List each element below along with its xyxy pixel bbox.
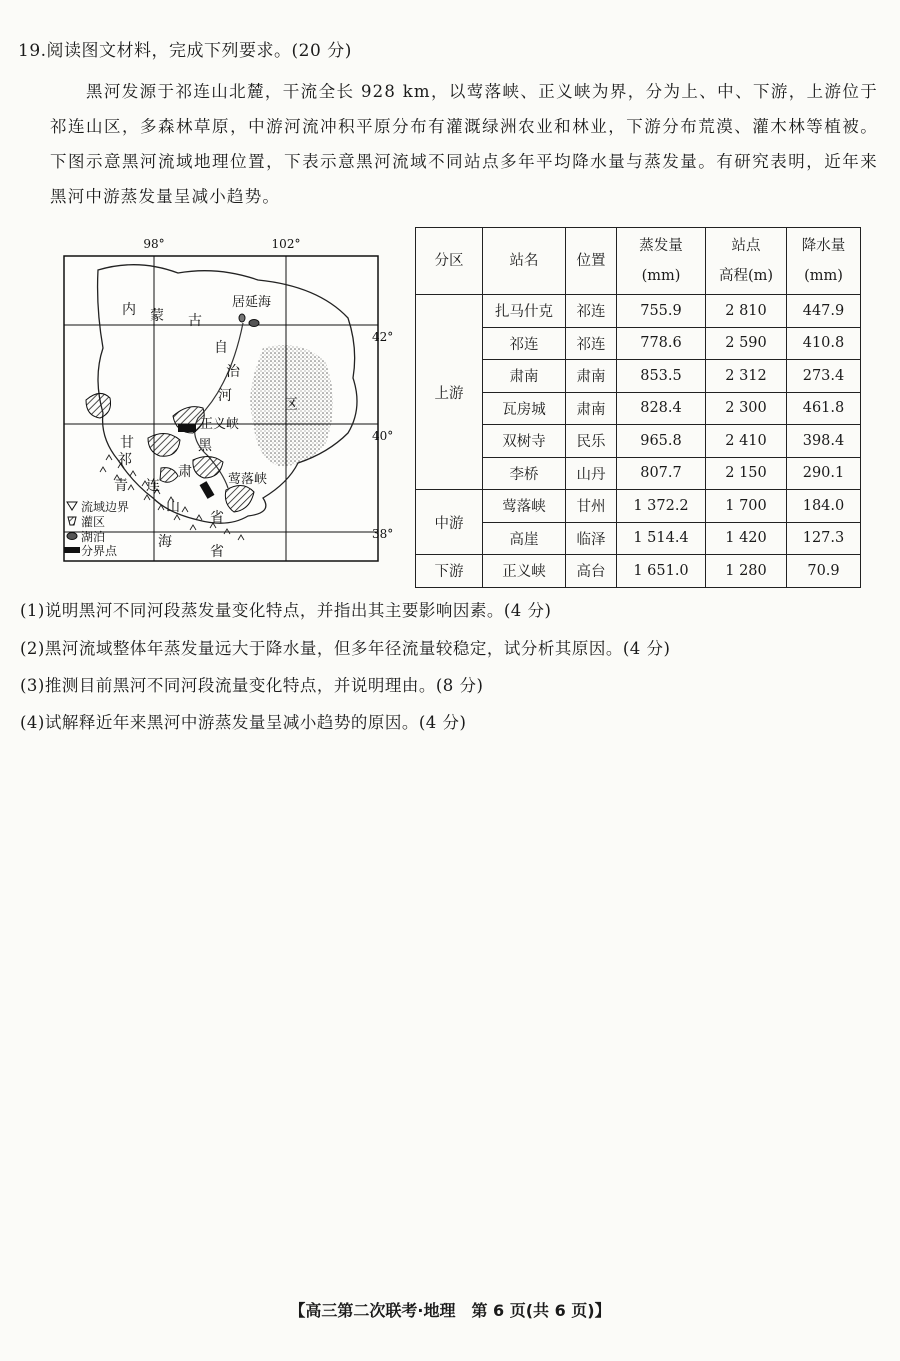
table-row: 双树寺 民乐 965.8 2 410 398.4 xyxy=(416,425,861,458)
legend-boundary: 流域边界 xyxy=(81,500,130,514)
label-gan: 甘 xyxy=(120,435,134,451)
legend-lake: 湖泊 xyxy=(81,530,106,544)
zone-upper: 上游 xyxy=(416,295,483,490)
label-zhi: 治 xyxy=(226,364,240,380)
lat-label-40: 40° xyxy=(372,429,394,443)
header-precipitation: 降水量 (mm) xyxy=(787,228,861,295)
subquestion-3: (3)推测目前黑河不同河段流量变化特点，并说明理由。(8 分) xyxy=(20,676,484,695)
header-zone: 分区 xyxy=(416,228,483,295)
label-hai: 海 xyxy=(158,534,172,550)
header-elevation: 站点 高程(m) xyxy=(706,228,787,295)
zone-lower: 下游 xyxy=(416,555,483,588)
label-su: 肃 xyxy=(178,464,192,480)
zhengyixia-point xyxy=(178,424,196,432)
label-sheng2: 省 xyxy=(210,544,224,560)
label-zhengyixia: 正义峡 xyxy=(200,417,240,432)
label-hei: 黑 xyxy=(198,438,212,454)
label-qu: 区 xyxy=(284,397,298,413)
juyanhai-lake xyxy=(249,320,259,327)
label-he: 河 xyxy=(218,388,232,404)
label-meng: 蒙 xyxy=(150,308,164,324)
label-qi: 祁 xyxy=(118,452,132,468)
station-data-table xyxy=(415,227,861,588)
lon-label-98: 98° xyxy=(143,237,165,251)
label-yingluoxia: 莺落峡 xyxy=(228,472,268,487)
header-station: 站名 xyxy=(483,228,566,295)
question-paragraph: 黑河发源于祁连山北麓，干流全长 928 km，以莺落峡、正义峡为界，分为上、中、下游，上游位于祁连山区，多森林草原，中游河流冲积平原分布有灌溉绿洲农业和林业，下游分布荒漠、灌木林等植被。下图示意黑河流域地理位置，下表示意黑河流域不同站点多年平均降水量与蒸发量。有研究表明，近年来黑河中游蒸发量呈减小趋势。 xyxy=(50,82,878,206)
lat-label-42: 42° xyxy=(372,330,394,344)
label-nei: 内 xyxy=(122,302,136,318)
table-row: 祁连 祁连 778.6 2 590 410.8 xyxy=(416,327,861,360)
legend-irrigation: 灌区 xyxy=(81,515,106,529)
lon-label-102: 102° xyxy=(271,237,301,251)
label-gu: 古 xyxy=(188,313,202,329)
label-shan: 山 xyxy=(166,499,180,515)
table-row: 上游 扎马什克 祁连 755.9 2 810 447.9 xyxy=(416,295,861,328)
label-zi: 自 xyxy=(214,340,228,356)
table-row: 高崖 临泽 1 514.4 1 420 127.3 xyxy=(416,522,861,555)
label-lian: 连 xyxy=(146,478,160,494)
table-row: 中游 莺落峡 甘州 1 372.2 1 700 184.0 xyxy=(416,490,861,523)
subquestion-1: (1)说明黑河不同河段蒸发量变化特点，并指出其主要影响因素。(4 分) xyxy=(20,601,552,620)
label-qing: 青 xyxy=(114,478,128,494)
header-evaporation: 蒸发量 (mm) xyxy=(617,228,706,295)
page-footer: 【高三第二次联考·地理 第 6 页(共 6 页)】 xyxy=(289,1301,611,1320)
table-row: 李桥 山丹 807.7 2 150 290.1 xyxy=(416,457,861,490)
table-row: 肃南 肃南 853.5 2 312 273.4 xyxy=(416,360,861,393)
legend-boundary-point: 分界点 xyxy=(81,544,118,558)
table-row: 瓦房城 肃南 828.4 2 300 461.8 xyxy=(416,392,861,425)
subquestion-4: (4)试解释近年来黑河中游蒸发量呈减小趋势的原因。(4 分) xyxy=(20,713,467,732)
heihe-basin-map xyxy=(58,228,404,584)
label-sheng1: 省 xyxy=(210,510,224,526)
zone-middle: 中游 xyxy=(416,490,483,555)
lat-label-38: 38° xyxy=(372,527,394,541)
subquestion-2: (2)黑河流域整体年蒸发量远大于降水量，但多年径流量较稳定，试分析其原因。(4 分) xyxy=(20,639,671,658)
table-row: 下游 正义峡 高台 1 651.0 1 280 70.9 xyxy=(416,555,861,588)
header-location: 位置 xyxy=(566,228,617,295)
label-juyanhai: 居延海 xyxy=(232,295,272,310)
question-title: 19.阅读图文材料，完成下列要求。(20 分) xyxy=(18,41,352,61)
